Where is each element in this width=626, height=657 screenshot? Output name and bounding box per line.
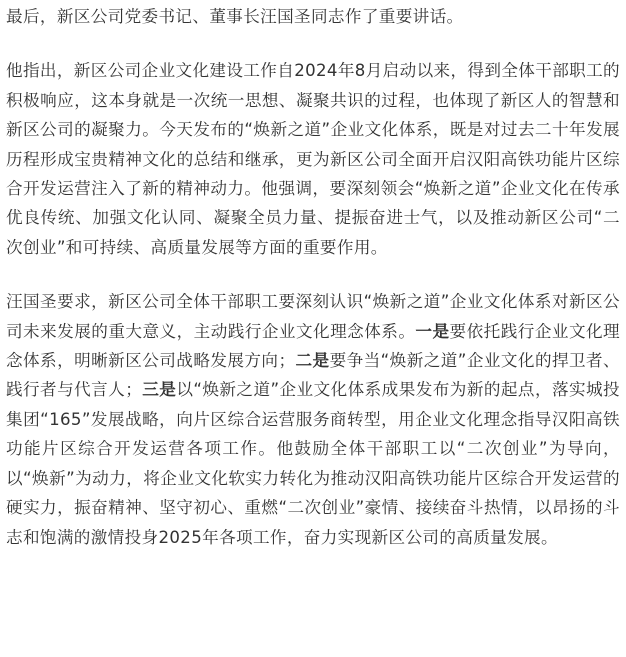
paragraph-text: 要争当“焕新之道”企业文化的捍卫者、践行者与代言人； <box>6 351 621 400</box>
emphasis-third: 三是 <box>142 380 177 400</box>
paragraph-text: 最后，新区公司党委书记、董事长汪国圣同志作了重要讲话。 <box>6 7 464 26</box>
paragraph-closing-speech <box>6 2 620 31</box>
paragraph-text: 要依托践行企业文化理念体系，明晰新区公司战略发展方向； <box>6 321 621 371</box>
paragraph-text: 他指出，新区公司企业文化建设工作自2024年8月启动以来，得到全体干部职工的积极响应，这本身就是一次统一思想、凝聚共识的过程，也体现了新区人的智慧和新区公司的凝聚力。今天发布的“焕新之道”企业文化体系，既是对过去二十年发展历程形成宝贵精神文化的总结和继承，更为新区公司全面开启汉阳高铁功能片区综合开发运营注入了新的精神动力。他强调，要深刻领会“焕新之道”企业文化在传承优良传统、加强文化认同、凝聚全员力量、提振奋进士气，以及推动新区公司“二次创业”和可持续、高质量发展等方面的重要作用。 <box>6 61 620 257</box>
paragraph-requirements <box>6 287 620 552</box>
emphasis-second: 二是 <box>295 351 330 371</box>
article-body <box>6 0 620 552</box>
emphasis-first: 一是 <box>415 321 450 341</box>
paragraph-text: 汪国圣要求，新区公司全体干部职工要深刻认识“焕新之道”企业文化体系对新区公司未来发展的重大意义，主动践行企业文化理念体系。 <box>6 292 620 341</box>
paragraph-remarks <box>6 56 620 262</box>
paragraph-text: 以“焕新之道”企业文化体系成果发布为新的起点，落实城投集团“165”发展战略，向片区综合运营服务商转型，用企业文化理念指导汉阳高铁功能片区综合开发运营各项工作。他鼓励全体干部职工以“二次创业”为导向，以“焕新”为动力，将企业文化软实力转化为推动汉阳高铁功能片区综合开发运营的硬实力，振奋精神、坚守初心、重燃“二次创业”豪情、接续奋斗热情，以昂扬的斗志和饱满的激情投身2025年各项工作，奋力实现新区公司的高质量发展。 <box>6 380 620 547</box>
